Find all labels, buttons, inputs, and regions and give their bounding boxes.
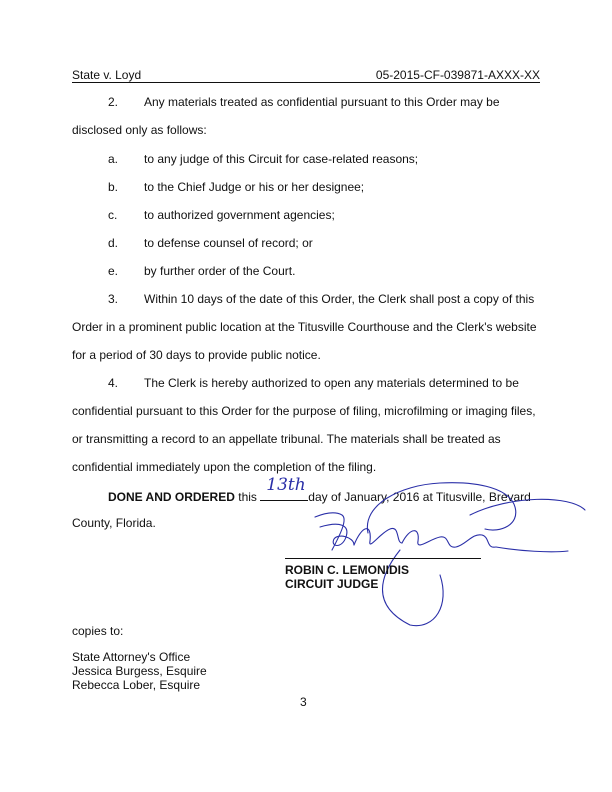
list-item-text: to any judge of this Circuit for case-related reasons;: [144, 152, 419, 166]
list-item-text: by further order of the Court.: [144, 264, 296, 278]
handwritten-day: 13th: [266, 475, 306, 495]
judge-title: CIRCUIT JUDGE: [285, 577, 379, 591]
paragraph-2-line-2: disclosed only as follows:: [72, 123, 207, 137]
page-number: 3: [300, 695, 307, 709]
judge-signature: [250, 455, 590, 630]
case-number: 05-2015-CF-039871-AXXX-XX: [375, 68, 540, 82]
list-item-letter: d.: [108, 236, 119, 250]
done-and-ordered-label: DONE AND ORDERED: [108, 490, 235, 504]
paragraph-4-line-1: The Clerk is hereby authorized to open any materials determined to be: [144, 376, 519, 390]
signature-line: [285, 558, 481, 559]
recipient: Jessica Burgess, Esquire: [72, 664, 207, 678]
paragraph-3-line-2: Order in a prominent public location at the Titusville Courthouse and the Clerk's website: [72, 320, 537, 334]
list-item-letter: e.: [108, 264, 119, 278]
list-item-text: to defense counsel of record; or: [144, 236, 313, 250]
case-name: State v. Loyd: [72, 68, 142, 82]
paragraph-2-number: 2.: [108, 95, 119, 109]
recipient: State Attorney's Office: [72, 650, 191, 664]
list-item-text: to the Chief Judge or his or her designee;: [144, 180, 365, 194]
paragraph-4-line-4: confidential immediately upon the completion of the filing.: [72, 460, 377, 474]
paragraph-3-line-3: for a period of 30 days to provide public notice.: [72, 348, 321, 362]
paragraph-4-line-3: or transmitting a record to an appellate tribunal. The materials shall be treated as: [72, 432, 501, 446]
list-item-letter: b.: [108, 180, 119, 194]
copies-label: copies to:: [72, 624, 124, 638]
paragraph-4-line-2: confidential pursuant to this Order for the purpose of filing, microfilming or imaging files,: [72, 404, 536, 418]
list-item-letter: c.: [108, 208, 118, 222]
recipient: Rebecca Lober, Esquire: [72, 678, 201, 692]
list-item-text: to authorized government agencies;: [144, 208, 335, 222]
list-item-letter: a.: [108, 152, 119, 166]
this-word: this: [238, 490, 257, 504]
paragraph-3-number: 3.: [108, 292, 119, 306]
case-header: [72, 68, 540, 83]
judge-name: ROBIN C. LEMONIDIS: [285, 563, 410, 577]
date-location: day of January, 2016 at Titusville, Brevard: [308, 490, 531, 504]
paragraph-2-line-1: Any materials treated as confidential pursuant to this Order may be: [144, 95, 500, 109]
paragraph-3-line-1: Within 10 days of the date of this Order, the Clerk shall post a copy of this: [144, 292, 535, 306]
paragraph-4-number: 4.: [108, 376, 119, 390]
county-line: County, Florida.: [72, 516, 156, 530]
